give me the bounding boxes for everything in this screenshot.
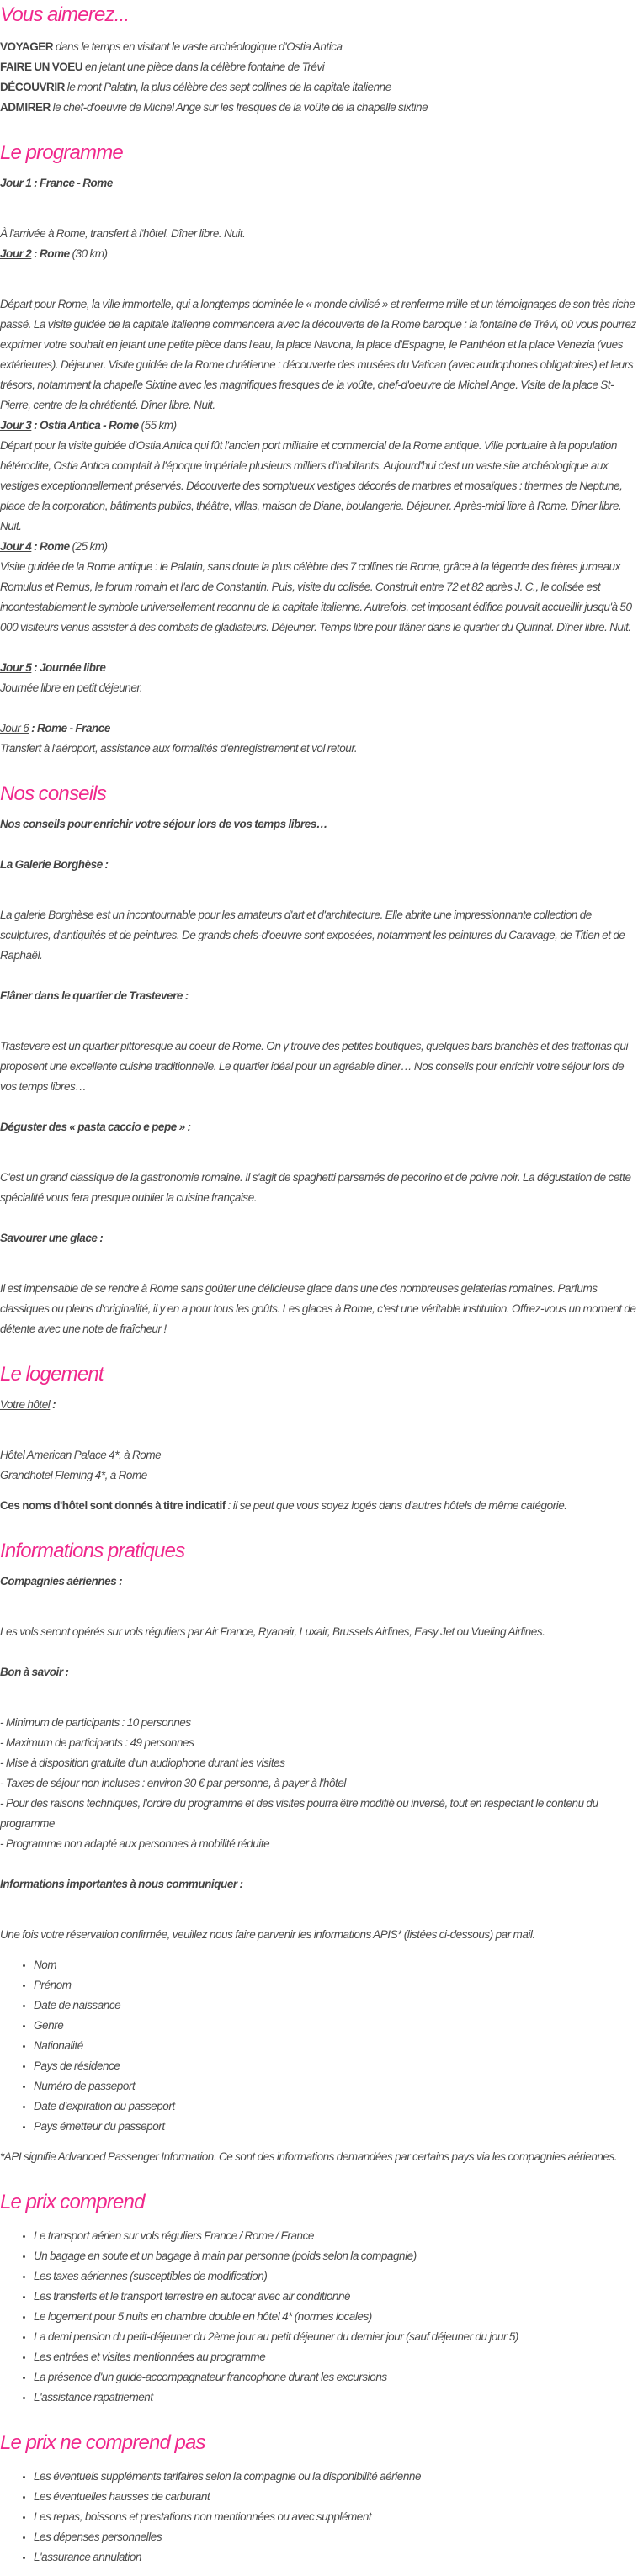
day-description: Départ pour Rome, la ville immortelle, qui a longtemps dominée le « monde civilisé » et renferme mille et un témoignages de son très riche passé. La visite guidée de la capitale italienne commencera avec la découverte de la Rome baroque : la fontaine de Trévi, où vous pourrez exprimer votre souhait en jetant une petite pièce dans l'eau, la place Navona, la place d'Espagne, le Panthéon et la place Venezia (vues extérieures). Déjeuner. Visite guidée de la Rome chrétienne : découverte des musées du Vatican (avec audiophones obligatoires) et leurs trésors, notamment la chapelle Sixtine avec les magnifiques fresques de la voûte, chef-d'oeuvre de Michel Ange. Visite de la place St-Pierre, centre de la chrétienté. Dîner libre. Nuit. (0, 298, 636, 411)
hotel-name: Hôtel American Palace 4*, à Rome (0, 1449, 162, 1461)
apis-list (0, 1955, 638, 2137)
list-item: • Date de naissance (34, 1996, 638, 2016)
list-item: • Les dépenses personnelles (34, 2527, 638, 2547)
day-description: Visite guidée de la Rome antique : le Palatin, sans doute la plus célèbre des 7 collines de Rome, grâce à la légende des frères jumeaux Romulus et Remus, le forum romain et l'arc de Constantin. Puis, visite du colisée. Construit entre 72 et 82 après J. C., le colisée est incontestablement le symbole universellement reconnu de la capitale italienne. Autrefois, cet imposant édifice pouvait accueillir jusqu'à 50 000 visiteurs venus assister à des combats de gladiateurs. Déjeuner. Temps libre pour flâner dans le quartier du Quirinal. Dîner libre. Nuit. (0, 560, 632, 633)
list-item: • L'assistance rapatriement (34, 2388, 638, 2408)
section-title: Vous aimerez... (0, 3, 130, 26)
section-prix-ne-comprend-pas (0, 2430, 638, 2568)
list-item: • Numéro de passeport (34, 2076, 638, 2096)
compagnies-text: Les vols seront opérés sur vols réguliers par Air France, Ryanair, Luxair, Brussels Airlines, Easy Jet ou Vueling Airlines. (0, 1625, 545, 1638)
info-line: - Mise à disposition gratuite d'un audiophone durant les visites (0, 1757, 285, 1769)
list-item: • Les éventuels suppléments tarifaires selon la compagnie ou la disponibilité aérienne (34, 2467, 638, 2487)
day-heading: Jour 1 : France - Rome (0, 177, 113, 189)
list-item: • Nom (34, 1955, 638, 1975)
conseil-text: La galerie Borghèse est un incontournable pour les amateurs d'art et d'architecture. Elle abrite une impressionnante collection de sculptures, d'antiquités et de peintures. De grands chefs-d'oeuvre sont exposées, notamment les peintures du Caravage, de Titien et de Raphaël. (0, 909, 625, 962)
list-item: • Genre (34, 2016, 638, 2036)
conseil-title: Savourer une glace : (0, 1232, 104, 1244)
list-item: • Date d'expiration du passeport (34, 2096, 638, 2117)
day-description: Transfert à l'aéroport, assistance aux formalités d'enregistrement et vol retour. (0, 742, 358, 755)
section-informations-pratiques (0, 1538, 638, 2167)
day-heading: Jour 3 : Ostia Antica - Rome (55 km) (0, 419, 177, 432)
section-title: Le programme (0, 141, 123, 164)
conseil-text: Trastevere est un quartier pittoresque au coeur de Rome. On y trouve des petites boutiques, quelques bars branchés et des trattorias qui proposent une excellente cuisine traditionnelle. Le quartier idéal pour un agréable dîner… Nos conseils pour enrichir votre séjour lors de vos temps libres… (0, 1040, 629, 1093)
subsection-title: Compagnies aériennes : (0, 1575, 123, 1587)
section-title: Le prix comprend (0, 2191, 145, 2213)
conseils-intro: Nos conseils pour enrichir votre séjour lors de vos temps libres… (0, 818, 327, 830)
subsection-title: Bon à savoir : (0, 1666, 69, 1678)
list-item: • Les taxes aériennes (susceptibles de modification) (34, 2266, 638, 2287)
section-vous-aimerez (0, 0, 638, 118)
conseil-text: Il est impensable de se rendre à Rome sans goûter une délicieuse glace dans une des nombreuses gelaterias romaines. Parfums classiques ou pleins d'originalité, il y en a pour tous les goûts. Les glaces à Rome, c'est une véritable institution. Offrez-vous un moment de détente avec une note de fraîcheur ! (0, 1282, 636, 1335)
bon-a-savoir-list (0, 1713, 638, 1854)
hotel-name: Grandhotel Fleming 4*, à Rome (0, 1469, 147, 1481)
section-programme (0, 140, 638, 759)
highlight-item: DÉCOUVRIR le mont Palatin, la plus célèbre des sept collines de la capitale italienne (0, 81, 391, 93)
list-item: • La présence d'un guide-accompagnateur francophone durant les excursions (34, 2367, 638, 2388)
section-title: Informations pratiques (0, 1540, 185, 1562)
list-item: • Pays émetteur du passeport (34, 2117, 638, 2137)
highlight-item: VOYAGER dans le temps en visitant le vaste archéologique d'Ostia Antica (0, 40, 343, 53)
subsection-title: Informations importantes à nous communiquer : (0, 1878, 243, 1890)
day-heading: Jour 5 : Journée libre (0, 661, 106, 674)
list-item: • Les entrées et visites mentionnées au programme (34, 2347, 638, 2367)
section-prix-comprend (0, 2189, 638, 2408)
list-item: • Les éventuelles hausses de carburant (34, 2487, 638, 2507)
list-item: • L'assurance annulation (34, 2547, 638, 2568)
section-title: Le logement (0, 1363, 104, 1386)
info-line: - Maximum de participants : 49 personnes (0, 1736, 194, 1749)
info-line: - Programme non adapté aux personnes à mobilité réduite (0, 1837, 270, 1850)
hotel-note: Ces noms d'hôtel sont donnés à titre indicatif : il se peut que vous soyez logés dans d'autres hôtels de même catégorie. (0, 1499, 567, 1512)
list-item: • Prénom (34, 1975, 638, 1996)
conseil-title: Flâner dans le quartier de Trastevere : (0, 989, 189, 1002)
day-description: Départ pour la visite guidée d'Ostia Antica qui fût l'ancien port militaire et commercial de la Rome antique. Ville portuaire à la population hétéroclite, Ostia Antica comptait à l'époque impériale plusieurs milliers d'habitants. Aujourd'hui c'est un vaste site archéologique aux vestiges exceptionnellement préservés. Découverte des somptueux vestiges décorés de marbres et mosaïques : thermes de Neptune, place de la corporation, bâtiments publics, théâtre, villas, maison de Diane, boulangerie. Déjeuner. Après-midi libre à Rome. Dîner libre. Nuit. (0, 439, 623, 533)
info-line: - Taxes de séjour non incluses : environ 30 € par personne, à payer à l'hôtel (0, 1777, 346, 1789)
section-title: Le prix ne comprend pas (0, 2431, 205, 2454)
included-list (0, 2226, 638, 2408)
list-item: • La demi pension du petit-déjeuner du 2ème jour au petit déjeuner du dernier jour (sauf déjeuner du jour 5) (34, 2327, 638, 2347)
conseil-title: La Galerie Borghèse : (0, 858, 109, 871)
hotel-label: Votre hôtel : (0, 1398, 56, 1411)
highlight-item: ADMIRER le chef-d'oeuvre de Michel Ange sur les fresques de la voûte de la chapelle sixtine (0, 101, 428, 114)
list-item: • Les transferts et le transport terrestre en autocar avec air conditionné (34, 2287, 638, 2307)
excluded-list (0, 2467, 638, 2568)
list-item: • Le logement pour 5 nuits en chambre double en hôtel 4* (normes locales) (34, 2307, 638, 2327)
section-conseils (0, 781, 638, 1339)
list-item: • Un bagage en soute et un bagage à main par personne (poids selon la compagnie) (34, 2246, 638, 2266)
list-item: • Le transport aérien sur vols réguliers France / Rome / France (34, 2226, 638, 2246)
list-item: • Les repas, boissons et prestations non mentionnées ou avec supplément (34, 2507, 638, 2527)
section-logement (0, 1361, 638, 1516)
day-heading: Jour 2 : Rome (30 km) (0, 247, 108, 260)
apis-intro: Une fois votre réservation confirmée, veuillez nous faire parvenir les informations APIS* (listées ci-dessous) par mail. (0, 1928, 535, 1941)
day-description: Journée libre en petit déjeuner. (0, 681, 143, 694)
section-title: Nos conseils (0, 782, 106, 805)
info-line: - Pour des raisons techniques, l'ordre du programme et des visites pourra être modifié ou inversé, tout en respectant le contenu du programme (0, 1797, 598, 1830)
day-heading: Jour 6 : Rome - France (0, 722, 110, 734)
apis-note: *API signifie Advanced Passenger Information. Ce sont des informations demandées par certains pays via les compagnies aériennes. (0, 2150, 618, 2163)
highlight-item: FAIRE UN VOEU en jetant une pièce dans la célèbre fontaine de Trévi (0, 61, 325, 73)
info-line: - Minimum de participants : 10 personnes (0, 1716, 191, 1729)
conseil-text: C'est un grand classique de la gastronomie romaine. Il s'agit de spaghetti parsemés de pecorino et de poivre noir. La dégustation de cette spécialité vous fera presque oublier la cuisine française. (0, 1171, 631, 1204)
conseil-title: Déguster des « pasta caccio e pepe » : (0, 1121, 191, 1133)
day-heading: Jour 4 : Rome (25 km) (0, 540, 108, 553)
list-item: • Pays de résidence (34, 2056, 638, 2076)
day-description: À l'arrivée à Rome, transfert à l'hôtel. Dîner libre. Nuit. (0, 227, 246, 240)
list-item: • Nationalité (34, 2036, 638, 2056)
